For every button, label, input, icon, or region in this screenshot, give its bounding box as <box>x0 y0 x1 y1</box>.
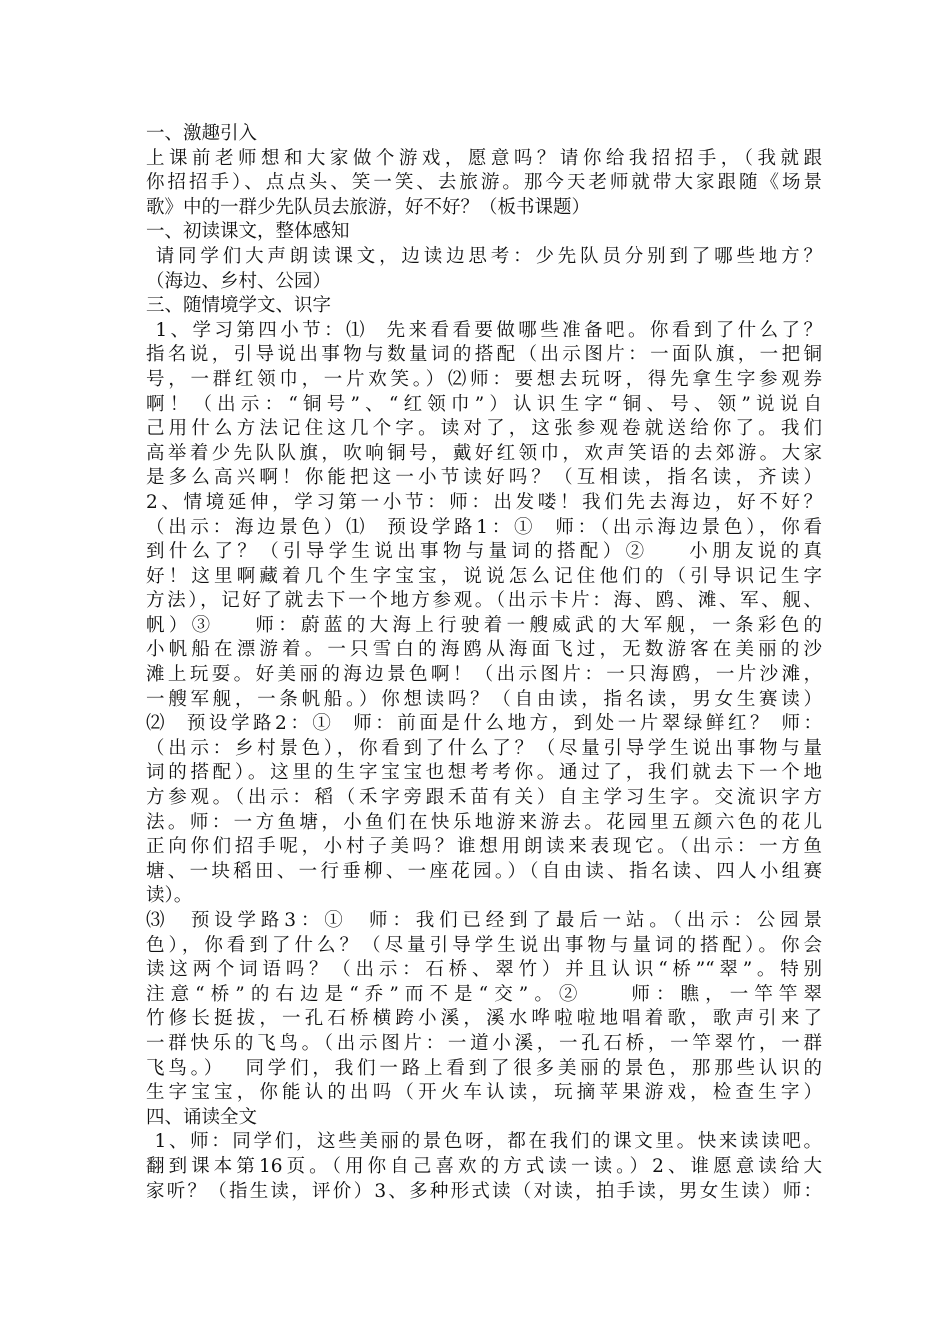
text-line: 一群快乐的飞鸟。（出示图片：一道小溪，一孔石桥，一竿翠竹，一群 <box>146 1032 822 1054</box>
section-heading: 一、初读课文，整体感知 <box>146 221 350 243</box>
text-line: （出示：乡村景色），你看到了什么了？（尽量引导学生说出事物与量 <box>146 737 822 759</box>
text-line: 色），你看到了什么？（尽量引导学生说出事物与量词的搭配）。你会 <box>146 934 822 956</box>
text-line: 请同学们大声朗读课文，边读边思考：少先队员分别到了哪些地方？ <box>146 245 822 267</box>
text-line: 正向你们招手呢，小村子美吗？谁想用朗读来表现它。（出示：一方鱼 <box>146 836 822 858</box>
section-heading: 四、诵读全文 <box>146 1106 258 1128</box>
text-line: 注意“桥”的右边是“乔”而不是“交”。② 师：瞧，一竿竿翠 <box>146 983 822 1005</box>
text-line: 读）。 <box>146 885 193 907</box>
section-heading: 三、随情境学文、识字 <box>146 295 332 317</box>
section-heading: 一、激趣引入 <box>146 123 258 144</box>
text-line: 2、情境延伸，学习第一小节：师：出发喽！我们先去海边，好不好？ <box>146 491 822 513</box>
text-line: 啊！（出示：“铜号”、“红领巾”）认识生字“铜、号、领”说说自 <box>146 393 822 415</box>
text-line: 己用什么方法记住这几个字。读对了，这张参观卷就送给你了。我们 <box>146 418 822 440</box>
text-line: 1、师：同学们，这些美丽的景色呀，都在我们的课文里。快来读读吧。 <box>146 1131 822 1153</box>
text-line: 帆）③ 师：蔚蓝的大海上行驶着一艘威武的大军舰，一条彩色的 <box>146 614 822 636</box>
text-line: 家听？（指生读，评价）3、多种形式读（对读，拍手读，男女生读）师： <box>146 1180 822 1202</box>
text-line: ⑵ 预设学路2：① 师：前面是什么地方，到处一片翠绿鲜红？ 师： <box>146 713 822 735</box>
text-line: 高举着少先队队旗，吹响铜号，戴好红领巾，欢声笑语的去郊游。大家 <box>146 442 822 464</box>
text-line: 词的搭配）。这里的生字宝宝也想考考你。通过了，我们就去下一个地 <box>146 762 822 784</box>
text-line: 小帆船在漂游着。一只雪白的海鸥从海面飞过，无数游客在美丽的沙 <box>146 639 822 661</box>
text-line: 歌》中的一群少先队员去旅游，好不好？（板书课题） <box>146 196 591 218</box>
text-line: （出示：海边景色）⑴ 预设学路1：① 师：（出示海边景色），你看 <box>146 516 822 538</box>
text-line: 塘、一块稻田、一行垂柳、一座花园。）（自由读、指名读、四人小组赛 <box>146 860 822 882</box>
text-line: 号，一群红领巾，一片欢笑。）⑵师：要想去玩呀，得先拿生字参观券 <box>146 368 822 390</box>
text-line: 指名说，引导说出事物与数量词的搭配（出示图片：一面队旗，一把铜 <box>146 344 822 366</box>
text-line: 飞鸟。） 同学们，我们一路上看到了很多美丽的景色，那那些认识的 <box>146 1057 822 1079</box>
document-page <box>146 122 822 1204</box>
text-line: 好！这里啊藏着几个生字宝宝，说说怎么记住他们的（引导识记生字 <box>146 565 822 587</box>
text-line: 到什么了？（引导学生说出事物与量词的搭配）② 小朋友说的真 <box>146 541 822 563</box>
text-line: 读这两个词语吗？（出示：石桥、翠竹）并且认识“桥”“翠”。特别 <box>146 959 822 981</box>
text-line: ⑶ 预设学路3：① 师：我们已经到了最后一站。（出示：公园景 <box>146 910 822 931</box>
text-line: 方法），记好了就去下一个地方参观。（出示卡片：海、鸥、滩、军、舰、 <box>146 590 822 612</box>
text-line: 竹修长挺拔，一孔石桥横跨小溪，溪水哗啦啦地唱着歌，歌声引来了 <box>146 1008 822 1030</box>
text-line: 翻到课本第16页。（用你自己喜欢的方式读一读。）2、谁愿意读给大 <box>146 1155 822 1177</box>
text-line: （海边、乡村、公园） <box>146 270 332 292</box>
text-line: 1、学习第四小节：⑴ 先来看看要做哪些准备吧。你看到了什么了？ <box>146 319 822 341</box>
text-line: 你招招手）、点点头、笑一笑、去旅游。那今天老师就带大家跟随《场景 <box>146 172 822 194</box>
text-line: 上课前老师想和大家做个游戏，愿意吗？请你给我招招手，（我就跟 <box>146 147 822 169</box>
text-line: 方参观。（出示：稻（禾字旁跟禾苗有关）自主学习生字。交流识字方 <box>146 787 822 809</box>
text-line: 滩上玩耍。好美丽的海边景色啊！（出示图片：一只海鸥，一片沙滩， <box>146 664 822 686</box>
text-line: 生字宝宝，你能认的出吗（开火车认读，玩摘苹果游戏，检查生字） <box>146 1082 822 1104</box>
text-line: 是多么高兴啊！你能把这一小节读好吗？（互相读，指名读，齐读） <box>146 467 822 489</box>
text-line: 一艘军舰，一条帆船。）你想读吗？（自由读，指名读，男女生赛读） <box>146 688 822 710</box>
text-line: 法。师：一方鱼塘，小鱼们在快乐地游来游去。花园里五颜六色的花儿 <box>146 811 822 833</box>
